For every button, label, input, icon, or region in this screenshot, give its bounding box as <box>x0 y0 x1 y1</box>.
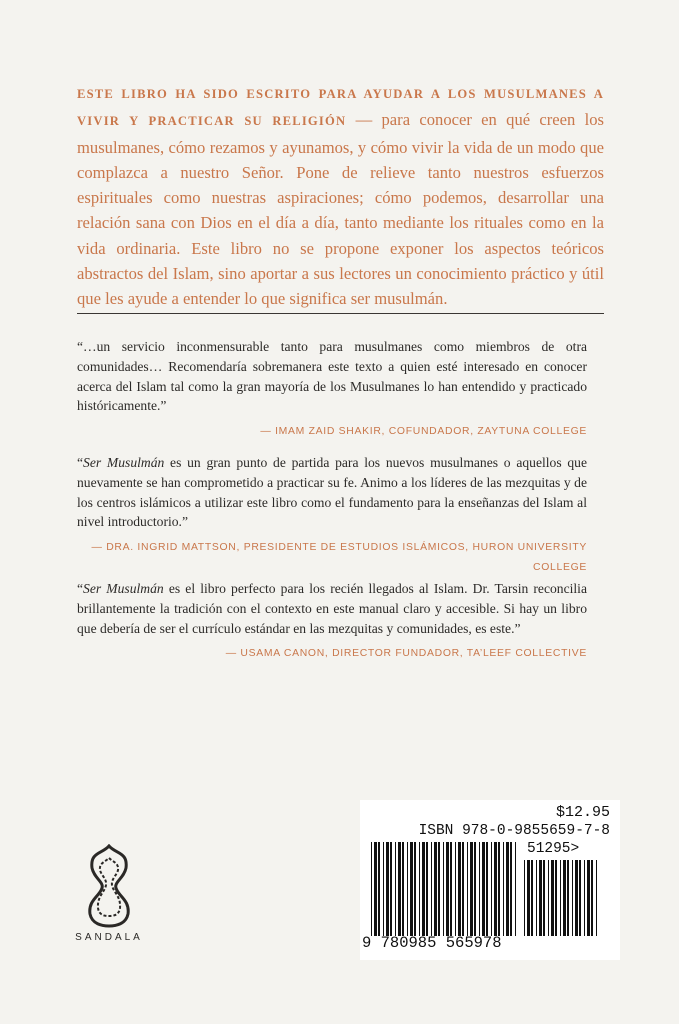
barcode-bar <box>383 842 384 936</box>
barcode-bar <box>494 842 497 936</box>
barcode-bar <box>390 842 392 936</box>
addon-barcode <box>524 860 599 936</box>
barcode-bar <box>371 842 372 936</box>
barcode-bar <box>474 842 476 936</box>
barcode-bar <box>524 860 525 936</box>
barcode-bar <box>596 860 597 936</box>
barcode-bar <box>543 860 545 936</box>
barcode-bar <box>378 842 380 936</box>
barcode-bar <box>503 842 504 936</box>
barcode-bar <box>450 842 452 936</box>
isbn-label: ISBN 978-0-9855659-7-8 <box>418 823 610 839</box>
barcode-bar <box>419 842 420 936</box>
barcode-addon-number: 51295> <box>527 841 580 857</box>
barcode-bar <box>455 842 456 936</box>
barcode-bar <box>438 842 440 936</box>
barcode-bar <box>515 842 516 936</box>
endorsement-text: “…un servicio inconmensurable tanto para musulmanes como miembros de otra comunidades… Recomendaría sobremanera este texto a quien esté interesado en conocer acerca del Islam tal como la gran mayoría de los Musulmanes lo han entendido y practicado históricamente.” <box>77 339 587 414</box>
barcode-bar <box>498 842 500 936</box>
barcode-bar <box>462 842 464 936</box>
barcode-bar <box>539 860 542 936</box>
book-title: Ser Musulmán <box>83 455 165 470</box>
barcode-bar <box>551 860 554 936</box>
barcode-bar <box>491 842 492 936</box>
open-quote: “ <box>77 581 84 596</box>
endorsement-3 <box>77 579 587 664</box>
barcode-bar <box>410 842 413 936</box>
barcode-bar <box>482 842 485 936</box>
open-quote: “ <box>77 455 84 470</box>
barcode-bar <box>560 860 561 936</box>
barcode-bar <box>470 842 473 936</box>
endorsement-text: es un gran punto de partida para los nuevos musulmanes o aquellos que nuevamente se han comprometido a practicar su fe. Animo a los líderes de las mezquitas y de los centros islámicos a utilizar este libro como el fundamento para la enseñanzas del Islam al nivel introductorio.” <box>77 455 587 530</box>
barcode-bar <box>422 842 425 936</box>
barcode-bar <box>531 860 533 936</box>
ean-number: 9 780985 565978 <box>362 934 502 952</box>
publisher-name: SANDALA <box>75 932 143 943</box>
barcode-bar <box>374 842 377 936</box>
endorsement-attribution: — IMAM ZAID SHAKIR, COFUNDADOR, ZAYTUNA COLLEGE <box>260 426 587 438</box>
endorsement-attribution: — USAMA CANON, DIRECTOR FUNDADOR, TA’LEEF COLLECTIVE <box>225 648 587 660</box>
barcode-bar <box>398 842 401 936</box>
barcode-bar <box>527 860 530 936</box>
barcode-bar <box>536 860 537 936</box>
barcode-bar <box>407 842 408 936</box>
barcode-bar <box>579 860 581 936</box>
blurb-body: — para conocer en qué creen los musulmanes, cómo rezamos y ayunamos, y cómo vivir la vida de un modo que complazca a nuestro Señor. Pone de relieve tanto nuestros esfuerzos espirituales como nuestras aspiraciones; cómo podemos, desarrollar una relación sana con Dios en el día a día, tanto mediante los rituales como en la vida ordinaria. Este libro no se propone exponer los aspectos teóricos abstractos del Islam, sino aportar a sus lectores un conocimiento práctico y útil que les ayude a entender lo que significa ser musulmán. <box>77 110 604 309</box>
endorsement-attribution: — DRA. INGRID MATTSON, PRESIDENTE DE ESTUDIOS ISLÁMICOS, HURON UNIVERSITY COLLEGE <box>91 542 587 573</box>
endorsement-2 <box>77 453 587 578</box>
sandala-logo-icon <box>86 844 132 928</box>
barcode-bar <box>443 842 444 936</box>
barcode-bar <box>467 842 468 936</box>
barcode-bar <box>587 860 590 936</box>
barcode-bar <box>510 842 512 936</box>
barcode-bar <box>555 860 557 936</box>
barcode-bar <box>431 842 432 936</box>
ean-barcode <box>371 842 518 936</box>
barcode-bar <box>458 842 461 936</box>
endorsement-1 <box>77 337 587 442</box>
barcode-bar <box>584 860 585 936</box>
barcode-bar <box>548 860 549 936</box>
barcode-bar <box>426 842 428 936</box>
barcode-bar <box>572 860 573 936</box>
barcode-bar <box>486 842 488 936</box>
price-label: $12.95 <box>555 804 610 821</box>
barcode-bar <box>591 860 593 936</box>
endorsement-text: es el libro perfecto para los recién llegados al Islam. Dr. Tarsin reconcilia brillantemente la tradición con el contexto en este manual claro y accesible. Si hay un libro que debería de ser el currículo estándar en las mezquitas y comunidades, es este.” <box>77 581 587 636</box>
barcode-bar <box>395 842 396 936</box>
barcode-bar <box>414 842 416 936</box>
barcode-bar <box>479 842 480 936</box>
barcode-bar <box>567 860 569 936</box>
barcode-bar <box>446 842 449 936</box>
barcode-bar <box>563 860 566 936</box>
barcode-bar <box>575 860 578 936</box>
barcode-bar <box>506 842 509 936</box>
book-title: Ser Musulmán <box>83 581 164 596</box>
back-cover-blurb <box>77 80 604 312</box>
barcode-bar <box>402 842 404 936</box>
barcode-bar <box>386 842 389 936</box>
divider <box>77 313 604 314</box>
blurb-lead-caps: ESTE LIBRO HA SIDO ESCRITO PARA AYUDAR A LOS MUSULMANES A VIVIR Y PRACTICAR SU RELIGIÓN <box>77 87 604 129</box>
barcode-bar <box>434 842 437 936</box>
